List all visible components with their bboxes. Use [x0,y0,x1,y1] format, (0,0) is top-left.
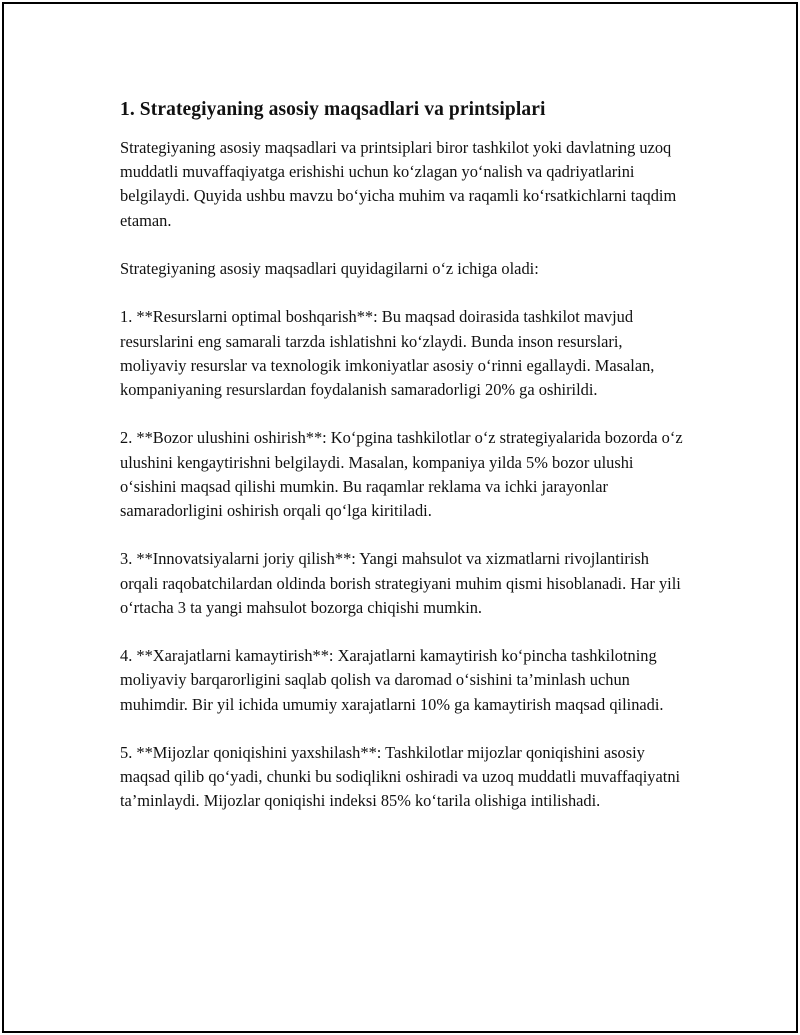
list-item-paragraph: 3. **Innovatsiyalarni joriy qilish**: Yangi mahsulot va xizmatlarni rivojlantirish orqali raqobatchilardan oldinda borish strategiyani muhim qismi hisoblanadi. Har yili o‘rtacha 3 ta yangi mahsulot bozorga chiqishi mumkin. [120,549,681,617]
list-item-paragraph: 4. **Xarajatlarni kamaytirish**: Xarajatlarni kamaytirish ko‘pincha tashkilotning moliyaviy barqarorligini saqlab qolish va daromad o‘sishini ta’minlash uchun muhimdir. Bir yil ichida umumiy xarajatlarni 10% ga kamaytirish maqsad qilinadi. [120,646,664,714]
list-item-paragraph: 1. **Resurslarni optimal boshqarish**: Bu maqsad doirasida tashkilot mavjud resurslarini eng samarali tarzda ishlatishni ko‘zlaydi. Bunda inson resurslari, moliyaviy resurslar va texnologik imkoniyatlar asosiy o‘rinni egallaydi. Masalan, kompaniyaning resurslardan foydalanish samaradorligi 20% ga oshirildi. [120,307,655,399]
intro-paragraph: Strategiyaning asosiy maqsadlari va printsiplari biror tashkilot yoki davlatning uzoq muddatli muvaffaqiyatga erishishi uchun ko‘zlagan yo‘nalish va qadriyatlarini belgilaydi. Quyida ushbu mavzu bo‘yicha muhim va raqamli ko‘rsatkichlarni taqdim etaman. [120,138,677,230]
document-body [120,96,690,814]
list-item-paragraph: 5. **Mijozlar qoniqishini yaxshilash**: Tashkilotlar mijozlar qoniqishini asosiy maqsad qilib qo‘yadi, chunki bu sodiqlikni oshiradi va uzoq muddatli muvaffaqiyatni ta’minlaydi. Mijozlar qoniqishi indeksi 85% ko‘tarila olishiga intilishadi. [120,742,681,811]
section-heading: 1. Strategiyaning asosiy maqsadlari va printsiplari [120,99,546,120]
page-frame [2,2,798,1033]
list-intro-paragraph: Strategiyaning asosiy maqsadlari quyidagilarni o‘z ichiga oladi: [120,259,539,278]
list-item-paragraph: 2. **Bozor ulushini oshirish**: Ko‘pgina tashkilotlar o‘z strategiyalarida bozorda o‘z ulushini kengaytirishni belgilaydi. Masalan, kompaniya yilda 5% bozor ulushi o‘sishini maqsad qilishi mumkin. Bu raqamlar reklama va ichki jarayonlar samaradorligini oshirish orqali qo‘lga kiritiladi. [120,428,683,520]
